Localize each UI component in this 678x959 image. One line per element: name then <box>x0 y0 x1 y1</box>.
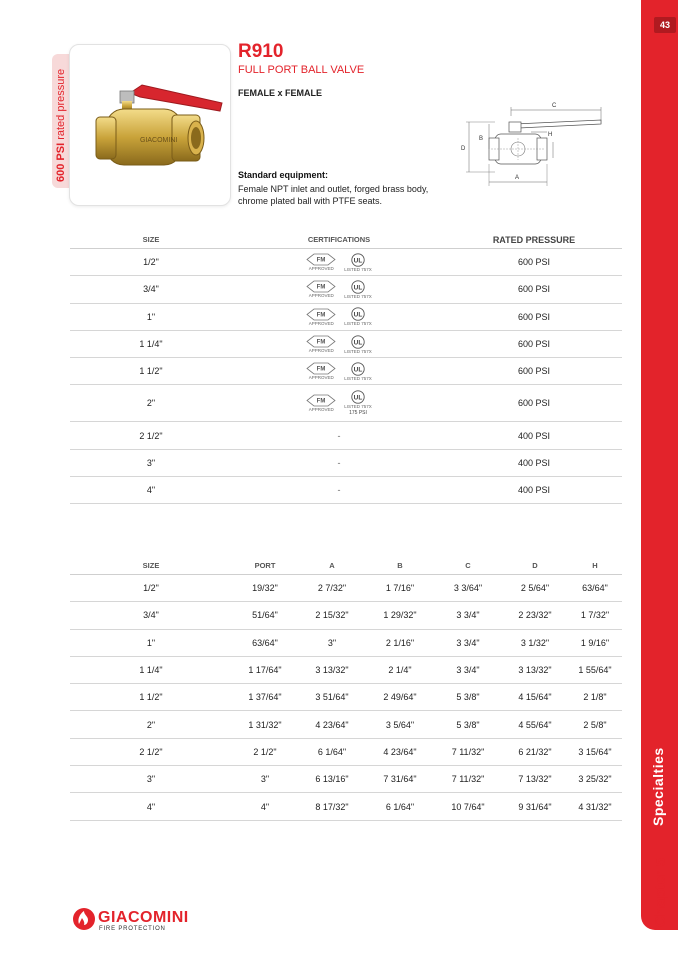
ball-valve-image <box>70 45 230 205</box>
size-cell: 2 1/2" <box>70 738 232 765</box>
d-cell: 6 21/32" <box>502 738 568 765</box>
port-cell: 4" <box>232 793 298 820</box>
certifications-cell <box>232 422 446 449</box>
pressure-row <box>70 385 622 422</box>
no-cert-dash: - <box>337 457 341 468</box>
size-cell: 3" <box>70 449 232 476</box>
fm-approved-icon <box>306 335 336 353</box>
h-cell: 4 31/32" <box>568 793 622 820</box>
dimension-row <box>70 629 622 656</box>
port-cell: 3" <box>232 766 298 793</box>
h-cell: 1 55/64" <box>568 656 622 683</box>
col-h: H <box>568 557 622 575</box>
no-cert-dash: - <box>337 485 341 496</box>
dim-label-d: D <box>461 146 466 152</box>
pressure-cell: 600 PSI <box>446 330 622 357</box>
c-cell: 3 3/4" <box>434 656 502 683</box>
c-cell: 5 3/8" <box>434 711 502 738</box>
d-cell: 3 1/32" <box>502 629 568 656</box>
fm-label: FM <box>316 366 326 373</box>
ul-listed-label: LISTED 757X <box>344 293 372 299</box>
ul-label: UL <box>353 394 363 402</box>
col-port: PORT <box>232 557 298 575</box>
col-c: C <box>434 557 502 575</box>
dimension-row <box>70 684 622 711</box>
size-cell: 4" <box>70 793 232 820</box>
b-cell: 4 23/64" <box>366 738 434 765</box>
ul-listed-icon <box>344 362 372 381</box>
c-cell: 7 11/32" <box>434 738 502 765</box>
product-name: FULL PORT BALL VALVE <box>238 64 365 76</box>
d-cell: 9 31/64" <box>502 793 568 820</box>
size-cell: 1" <box>70 303 232 330</box>
pressure-table-header <box>70 231 622 249</box>
size-cell: 3/4" <box>70 602 232 629</box>
a-cell: 3 13/32" <box>298 656 366 683</box>
port-cell: 2 1/2" <box>232 738 298 765</box>
pressure-row <box>70 303 622 330</box>
a-cell: 2 7/32" <box>298 575 366 602</box>
fm-approved-label: APPROVED <box>308 266 334 272</box>
fm-label: FM <box>316 257 326 264</box>
cert-logos <box>306 253 372 272</box>
standard-equipment-text: Female NPT inlet and outlet, forged brass body, chrome plated ball with PTFE seats. <box>238 184 429 206</box>
h-cell: 2 5/8" <box>568 711 622 738</box>
h-cell: 3 15/64" <box>568 738 622 765</box>
pressure-cell: 600 PSI <box>446 385 622 422</box>
fm-label: FM <box>316 339 326 346</box>
ul-listed-icon <box>344 390 372 416</box>
ul-listed-icon <box>344 253 372 272</box>
fm-approved-icon <box>306 362 336 380</box>
ul-label: UL <box>353 366 363 374</box>
col-rated-pressure: RATED PRESSURE <box>446 231 622 249</box>
connection-type: FEMALE x FEMALE <box>238 88 323 98</box>
a-cell: 4 23/64" <box>298 711 366 738</box>
c-cell: 5 3/8" <box>434 684 502 711</box>
ul-listed-label: LISTED 757X <box>344 375 372 381</box>
pressure-cell: 400 PSI <box>446 449 622 476</box>
pressure-cell: 600 PSI <box>446 249 622 276</box>
certifications-cell <box>232 330 446 357</box>
port-cell: 51/64" <box>232 602 298 629</box>
cert-logos <box>306 362 372 381</box>
port-cell: 1 31/32" <box>232 711 298 738</box>
port-cell: 1 37/64" <box>232 684 298 711</box>
dimensions-table <box>70 557 622 821</box>
fm-approved-label: APPROVED <box>308 293 334 299</box>
fm-approved-icon <box>306 280 336 298</box>
certifications-cell <box>232 477 446 504</box>
dim-label-b: B <box>479 136 484 142</box>
section-label: Specialties <box>650 747 666 826</box>
ul-listed-label: LISTED 757X <box>344 266 372 272</box>
pressure-row <box>70 358 622 385</box>
fm-approved-label: APPROVED <box>308 320 334 326</box>
ul-listed-label: LISTED 757X <box>344 404 372 410</box>
size-cell: 1 1/4" <box>70 330 232 357</box>
c-cell: 3 3/64" <box>434 575 502 602</box>
product-image-card <box>69 44 231 206</box>
c-cell: 3 3/4" <box>434 629 502 656</box>
pressure-row <box>70 276 622 303</box>
rated-pressure-label: 600 PSI rated pressure <box>55 68 67 182</box>
dim-label-a: A <box>515 175 520 181</box>
giacomini-logo-icon <box>72 907 96 931</box>
size-cell: 2" <box>70 711 232 738</box>
dimension-row <box>70 656 622 683</box>
a-cell: 8 17/32" <box>298 793 366 820</box>
logo-subtitle: FIRE PROTECTION <box>99 926 166 932</box>
a-cell: 2 15/32" <box>298 602 366 629</box>
size-cell: 1/2" <box>70 249 232 276</box>
cert-logos <box>306 390 372 416</box>
certifications-cell <box>232 276 446 303</box>
col-size: SIZE <box>70 231 232 249</box>
a-cell: 3" <box>298 629 366 656</box>
port-cell: 1 17/64" <box>232 656 298 683</box>
col-size: SIZE <box>70 557 232 575</box>
fm-approved-icon <box>306 394 336 412</box>
pressure-table <box>70 231 622 504</box>
size-cell: 2" <box>70 385 232 422</box>
b-cell: 6 1/64" <box>366 793 434 820</box>
pressure-row <box>70 330 622 357</box>
c-cell: 7 11/32" <box>434 766 502 793</box>
a-cell: 3 51/64" <box>298 684 366 711</box>
c-cell: 10 7/64" <box>434 793 502 820</box>
d-cell: 2 23/32" <box>502 602 568 629</box>
a-cell: 6 13/16" <box>298 766 366 793</box>
d-cell: 4 55/64" <box>502 711 568 738</box>
pressure-cell: 600 PSI <box>446 303 622 330</box>
logo-name: GIACOMINI <box>98 909 189 926</box>
dimension-diagram <box>455 98 615 190</box>
certifications-cell <box>232 449 446 476</box>
b-cell: 7 31/64" <box>366 766 434 793</box>
size-cell: 3" <box>70 766 232 793</box>
h-cell: 3 25/32" <box>568 766 622 793</box>
ul-listed-label: LISTED 757X <box>344 348 372 354</box>
b-cell: 2 49/64" <box>366 684 434 711</box>
ul-listed-icon <box>344 307 372 326</box>
pressure-row <box>70 449 622 476</box>
ul-listed-icon <box>344 335 372 354</box>
size-cell: 3/4" <box>70 276 232 303</box>
col-b: B <box>366 557 434 575</box>
fm-label: FM <box>316 399 326 406</box>
no-cert-dash: - <box>337 430 341 441</box>
fm-approved-label: APPROVED <box>308 348 334 354</box>
size-cell: 1" <box>70 629 232 656</box>
fm-label: FM <box>316 285 326 292</box>
dimension-row <box>70 793 622 820</box>
dimension-row <box>70 738 622 765</box>
ul-label: UL <box>353 257 363 265</box>
page-number: 43 <box>654 17 676 33</box>
dimension-row <box>70 602 622 629</box>
svg-text:GIACOMINI: GIACOMINI <box>140 137 178 144</box>
b-cell: 3 5/64" <box>366 711 434 738</box>
col-a: A <box>298 557 366 575</box>
size-cell: 1 1/2" <box>70 684 232 711</box>
pressure-row <box>70 422 622 449</box>
b-cell: 2 1/4" <box>366 656 434 683</box>
certifications-cell <box>232 358 446 385</box>
chapter-label: Chapter 5 <box>652 857 669 927</box>
fm-approved-icon <box>306 308 336 326</box>
b-cell: 2 1/16" <box>366 629 434 656</box>
cert-logos <box>306 307 372 326</box>
ul-label: UL <box>353 338 363 346</box>
h-cell: 1 9/16" <box>568 629 622 656</box>
size-cell: 4" <box>70 477 232 504</box>
size-cell: 1/2" <box>70 575 232 602</box>
pressure-cell: 600 PSI <box>446 276 622 303</box>
h-cell: 2 1/8" <box>568 684 622 711</box>
dimension-row <box>70 711 622 738</box>
certifications-cell <box>232 249 446 276</box>
fm-label: FM <box>316 312 326 319</box>
col-certifications: CERTIFICATIONS <box>232 231 446 249</box>
a-cell: 6 1/64" <box>298 738 366 765</box>
pressure-cell: 600 PSI <box>446 358 622 385</box>
fm-approved-icon <box>306 253 336 271</box>
ul-label: UL <box>353 311 363 319</box>
pressure-cell: 400 PSI <box>446 477 622 504</box>
cert-note: 175 PSI <box>349 410 367 417</box>
b-cell: 1 7/16" <box>366 575 434 602</box>
ul-listed-label: LISTED 757X <box>344 321 372 327</box>
h-cell: 1 7/32" <box>568 602 622 629</box>
size-cell: 1 1/2" <box>70 358 232 385</box>
d-cell: 7 13/32" <box>502 766 568 793</box>
standard-equipment-heading: Standard equipment: <box>238 170 329 180</box>
d-cell: 3 13/32" <box>502 656 568 683</box>
fm-approved-label: APPROVED <box>308 375 334 381</box>
cert-logos <box>306 280 372 299</box>
product-code: R910 <box>238 41 284 62</box>
dimension-row <box>70 575 622 602</box>
ul-label: UL <box>353 284 363 292</box>
dimension-row <box>70 766 622 793</box>
ul-listed-icon <box>344 280 372 299</box>
pressure-row <box>70 249 622 276</box>
c-cell: 3 3/4" <box>434 602 502 629</box>
certifications-cell <box>232 303 446 330</box>
certifications-cell <box>232 385 446 422</box>
dim-label-c: C <box>552 103 557 109</box>
dim-label-h: H <box>548 132 553 138</box>
port-cell: 63/64" <box>232 629 298 656</box>
d-cell: 4 15/64" <box>502 684 568 711</box>
pressure-row <box>70 477 622 504</box>
b-cell: 1 29/32" <box>366 602 434 629</box>
col-d: D <box>502 557 568 575</box>
port-cell: 19/32" <box>232 575 298 602</box>
fm-approved-label: APPROVED <box>308 407 334 413</box>
h-cell: 63/64" <box>568 575 622 602</box>
cert-logos <box>306 335 372 354</box>
size-cell: 2 1/2" <box>70 422 232 449</box>
pressure-cell: 400 PSI <box>446 422 622 449</box>
d-cell: 2 5/64" <box>502 575 568 602</box>
size-cell: 1 1/4" <box>70 656 232 683</box>
dimensions-table-header <box>70 557 622 575</box>
